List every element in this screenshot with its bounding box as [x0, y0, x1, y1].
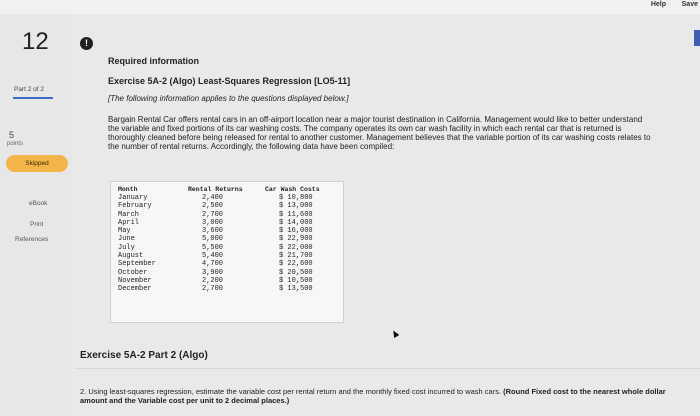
cell-rentals: 3,000: [202, 218, 224, 227]
cell-costs: $ 11,600: [279, 210, 313, 219]
question-sidebar: [0, 14, 72, 416]
cell-month: September: [118, 260, 156, 269]
header-rentals: Rental Returns: [188, 186, 243, 193]
data-table: [110, 181, 344, 323]
cell-costs: $ 13,000: [279, 202, 313, 211]
rentals-column: [202, 194, 223, 294]
top-bar: [0, 0, 700, 14]
cell-rentals: 3,900: [202, 268, 224, 277]
cell-costs: $ 22,900: [279, 235, 313, 244]
applies-note: [The following information applies to the questions displayed below.]: [108, 94, 349, 103]
alert-icon: !: [80, 37, 93, 50]
mouse-cursor: [391, 329, 400, 338]
save-tab[interactable]: [694, 30, 700, 46]
cell-costs: $ 10,800: [279, 194, 313, 202]
cell-month: July: [118, 243, 135, 252]
required-info-heading: Required information: [108, 56, 200, 66]
cell-month: May: [118, 227, 131, 236]
exercise-title: Exercise 5A-2 (Algo) Least-Squares Regression [LO5-11]: [108, 76, 351, 86]
cell-month: January: [118, 194, 148, 202]
points-label: points: [7, 141, 24, 147]
cell-rentals: 3,600: [202, 227, 224, 236]
ebook-link[interactable]: eBook: [29, 200, 48, 207]
cell-rentals: 5,500: [202, 243, 224, 252]
divider: [74, 368, 700, 369]
cell-month: June: [118, 235, 135, 244]
cell-costs: $ 13,500: [279, 285, 313, 294]
part-indicator: Part 2 of 2: [14, 86, 44, 93]
question-number: 12: [22, 28, 49, 55]
print-link[interactable]: Print: [30, 221, 44, 228]
cell-rentals: 4,700: [202, 260, 224, 269]
save-link[interactable]: Save: [681, 1, 698, 8]
cell-month: December: [118, 285, 152, 294]
cell-month: August: [118, 252, 144, 261]
cell-costs: $ 22,000: [279, 243, 313, 252]
header-month: Month: [118, 186, 138, 193]
cell-costs: $ 21,700: [279, 252, 313, 261]
cell-rentals: 2,700: [202, 210, 224, 219]
cell-costs: $ 10,500: [279, 276, 313, 285]
part-progress-bar: [13, 97, 53, 99]
cell-rentals: 5,400: [202, 252, 224, 261]
cell-rentals: 5,000: [202, 235, 224, 244]
references-link[interactable]: References: [15, 236, 49, 243]
cell-rentals: 2,200: [202, 276, 224, 285]
cell-rentals: 2,400: [202, 194, 224, 202]
cell-costs: $ 20,500: [279, 268, 313, 277]
month-column: [118, 194, 156, 294]
cell-rentals: 2,700: [202, 285, 224, 294]
cell-month: October: [118, 268, 148, 277]
help-link[interactable]: Help: [650, 1, 666, 8]
cell-rentals: 2,500: [202, 202, 224, 211]
cell-costs: $ 16,000: [279, 227, 313, 236]
cell-month: February: [118, 202, 152, 211]
cell-costs: $ 14,000: [279, 218, 313, 227]
cell-costs: $ 22,600: [279, 260, 313, 269]
costs-column: [279, 194, 313, 294]
scenario-paragraph: Bargain Rental Car offers rental cars in an off-airport location near a major tourist destination in California. Management would like to better understand the variable and fixed portions of its car washing costs. The company operates its own car wash facility in which each rental car that is returned is thoroughly cleaned before being released for rental to another customer. Management believes that the variable portion of its car washing costs relates to the number of rental returns. Accordingly, the following data have been compiled:: [108, 115, 651, 151]
header-costs: Car Wash Costs: [265, 186, 320, 193]
cell-month: March: [118, 210, 140, 219]
cell-month: November: [118, 276, 152, 285]
part2-question: [80, 387, 680, 405]
status-badge: Skipped: [6, 155, 68, 172]
points-value: 5: [9, 130, 15, 140]
cell-month: April: [118, 218, 140, 227]
question-text: 2. Using least-squares regression, estimate the variable cost per rental return and the monthly fixed cost incurred to wash cars.: [80, 387, 502, 396]
rounding-instruction: (Round Fixed cost to the nearest whole dollar amount and the Variable cost per unit to 2 decimal places.): [80, 387, 666, 405]
part2-title: Exercise 5A-2 Part 2 (Algo): [80, 350, 208, 361]
